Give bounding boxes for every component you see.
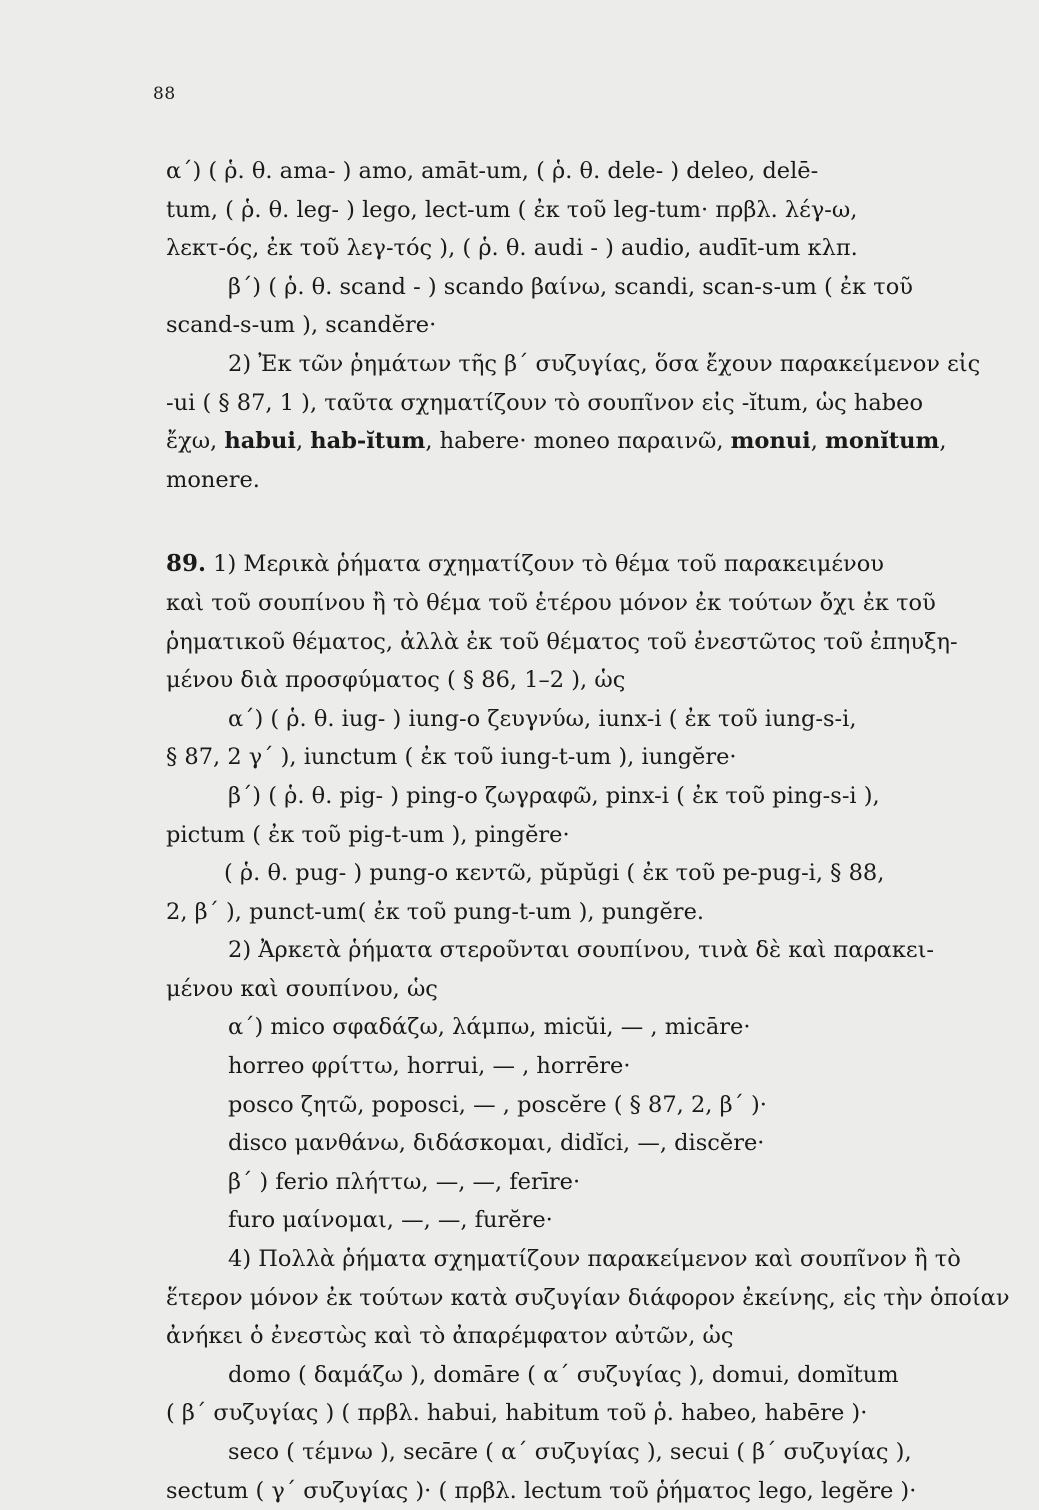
page-body — [166, 152, 1011, 1510]
text-line: 4) Πολλὰ ῥήματα σχηματίζουν παρακείμενον καὶ σουπῖνον ἢ τὸ — [228, 1246, 961, 1273]
text-line: monere. — [166, 466, 260, 493]
bold-term: hab-ĭtum — [310, 428, 426, 455]
text-line: ῥηματικοῦ θέματος, ἀλλὰ ἐκ τοῦ θέματος τοῦ ἐνεστῶτος τοῦ ἐπηυξη- — [166, 628, 958, 655]
bold-term: monĭtum — [825, 428, 940, 455]
text-line: μένου καὶ σουπίνου, ὡς — [166, 975, 438, 1002]
text-line: ( ῥ. θ. pug- ) pung-o κεντῶ, pŭpŭgi ( ἐκ τοῦ pe-pug-i, § 88, — [224, 860, 885, 887]
section-number: 89. — [166, 550, 207, 578]
text-line: furo μαίνομαι, —, —, furĕre· — [228, 1207, 553, 1234]
text-line: domo ( δαμάζω ), domāre ( α΄ συζυγίας ), domui, domĭtum — [228, 1361, 899, 1388]
bold-term: habui — [224, 428, 296, 455]
text-line: scand-s-um ), scandĕre· — [166, 312, 437, 339]
text-line: posco ζητῶ, poposci, — , poscĕre ( § 87, 2, β΄ )· — [228, 1091, 767, 1118]
text-line: 1) Μερικὰ ῥήματα σχηματίζουν τὸ θέμα τοῦ παρακειμένου — [213, 551, 884, 578]
text-line-with-bold: ἔχω, habui, hab-ĭtum, habere· moneo παραινῶ, monui, monĭtum, — [166, 428, 947, 455]
text-line: β΄ ) ferio πλήττω, —, —, ferīre· — [228, 1168, 581, 1195]
text-line: β΄) ( ῥ. θ. scand - ) scando βαίνω, scandi, scan-s-um ( ἐκ τοῦ — [228, 273, 913, 300]
text-line: sectum ( γ΄ συζυγίας )· ( πρβλ. lectum τοῦ ῥήματος lego, legĕre )· — [166, 1477, 917, 1504]
text-line: seco ( τέμνω ), secāre ( α΄ συζυγίας ), secui ( β΄ συζυγίας ), — [228, 1439, 912, 1465]
text-line: β΄) ( ῥ. θ. pig- ) ping-o ζωγραφῶ, pinx-i ( ἐκ τοῦ ping-s-i ), — [228, 782, 880, 809]
text-line: 2) Ἀρκετὰ ῥήματα στεροῦνται σουπίνου, τινὰ δὲ καὶ παρακει- — [228, 937, 935, 964]
text-line: horreo φρίττω, horrui, — , horrēre· — [228, 1053, 631, 1080]
text-line: καὶ τοῦ σουπίνου ἢ τὸ θέμα τοῦ ἑτέρου μόνον ἐκ τούτων ὄχι ἐκ τοῦ — [166, 589, 936, 616]
bold-term: monui — [730, 428, 811, 455]
text-line: tum, ( ῥ. θ. leg- ) lego, lect-um ( ἐκ τοῦ leg-tum· πρβλ. λέγ-ω, — [166, 196, 858, 223]
text-line: pictum ( ἐκ τοῦ pig-t-um ), pingĕre· — [166, 821, 570, 848]
text-line: α΄) ( ῥ. θ. iug- ) iung-o ζευγνύω, iunx-i ( ἐκ τοῦ iung-s-i, — [228, 705, 857, 732]
section-heading-line — [166, 545, 1011, 584]
text-line: μένου διὰ προσφύματος ( § 86, 1–2 ), ὡς — [166, 667, 626, 694]
text-line: α΄) mico σφαδάζω, λάμπω, micŭi, — , micāre· — [228, 1014, 751, 1041]
text-line: § 87, 2 γ΄ ), iunctum ( ἐκ τοῦ iung-t-um ), iungĕre· — [166, 744, 737, 771]
text-line: -ui ( § 87, 1 ), ταῦτα σχηματίζουν τὸ σουπῖνον εἰς -ĭtum, ὡς habeo — [166, 389, 924, 416]
text-line: ἕτερον μόνον ἐκ τούτων κατὰ συζυγίαν διάφορον ἐκείνης, εἰς τὴν ὁποίαν — [166, 1284, 1010, 1311]
text-line: ( β΄ συζυγίας ) ( πρβλ. habui, habitum τοῦ ῥ. habeo, habēre )· — [166, 1400, 868, 1427]
text-line: 2, β΄ ), punct-um( ἐκ τοῦ pung-t-um ), pungĕre. — [166, 898, 705, 925]
paragraph-spacer — [166, 499, 1011, 545]
text-line: ἀνήκει ὁ ἐνεστὼς καὶ τὸ ἀπαρέμφατον αὐτῶν, ὡς — [166, 1323, 734, 1350]
text-line: 2) Ἐκ τῶν ῥημάτων τῆς β΄ συζυγίας, ὅσα ἔχουν παρακείμενον εἰς — [228, 350, 981, 377]
text-line: disco μανθάνω, διδάσκομαι, didĭci, —, discĕre· — [228, 1130, 765, 1157]
text-line: λεκτ-ός, ἐκ τοῦ λεγ-τός ), ( ῥ. θ. audi - ) audio, audīt-um κλπ. — [166, 235, 858, 262]
text-line: α΄) ( ῥ. θ. ama- ) amo, amāt-um, ( ῥ. θ. dele- ) deleo, delē- — [166, 158, 819, 184]
page-number: 88 — [153, 84, 176, 104]
